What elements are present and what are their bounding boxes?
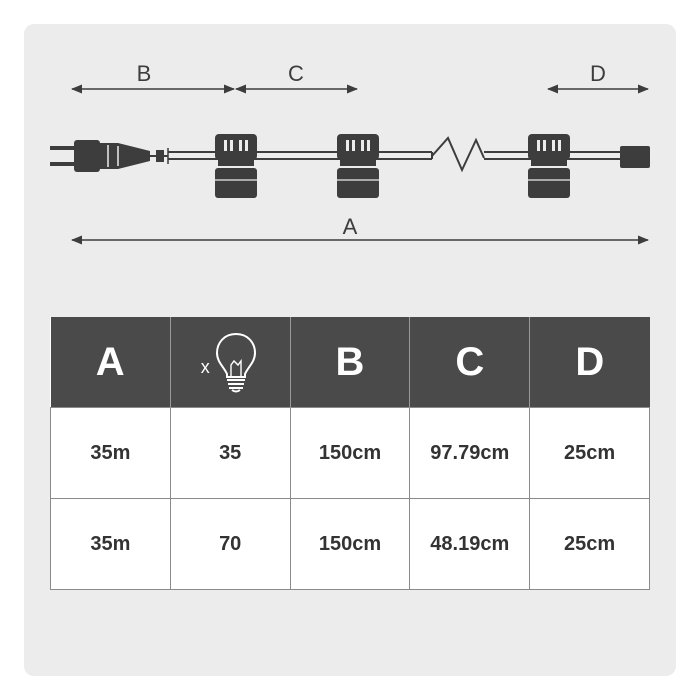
dimension-d — [548, 61, 648, 89]
dimension-c-label: C — [288, 61, 304, 86]
header-a: A — [51, 317, 171, 408]
table-row — [51, 499, 650, 590]
header-c: C — [410, 317, 530, 408]
dimension-a-label: A — [342, 214, 358, 239]
dimension-a — [72, 214, 648, 240]
cell-length-b: 150cm — [290, 408, 410, 499]
header-bulbs-x: x — [200, 356, 210, 377]
cell-length-b: 150cm — [290, 499, 410, 590]
dimension-c — [236, 61, 357, 89]
header-d: D — [530, 317, 650, 408]
cell-length-d: 25cm — [530, 499, 650, 590]
lamp-socket-icon — [337, 134, 379, 198]
header-bulbs — [170, 317, 290, 408]
dimension-d-label: D — [590, 61, 606, 86]
dimension-b — [72, 61, 234, 89]
cell-length-d: 25cm — [530, 408, 650, 499]
lamp-socket-icon — [528, 134, 570, 198]
dimension-b-label: B — [136, 61, 152, 86]
header-b: B — [290, 317, 410, 408]
cell-bulb-count: 35 — [170, 408, 290, 499]
lamp-socket-icon — [215, 134, 257, 198]
end-cap — [620, 146, 650, 168]
cell-length-c: 97.79cm — [410, 408, 530, 499]
table-header-row — [51, 317, 650, 408]
light-bulb-icon — [212, 331, 260, 393]
cell-bulb-count: 70 — [170, 499, 290, 590]
specs-table — [50, 317, 650, 590]
cell-length-a: 35m — [51, 499, 171, 590]
table-row — [51, 408, 650, 499]
cell-length-a: 35m — [51, 408, 171, 499]
cell-length-c: 48.19cm — [410, 499, 530, 590]
